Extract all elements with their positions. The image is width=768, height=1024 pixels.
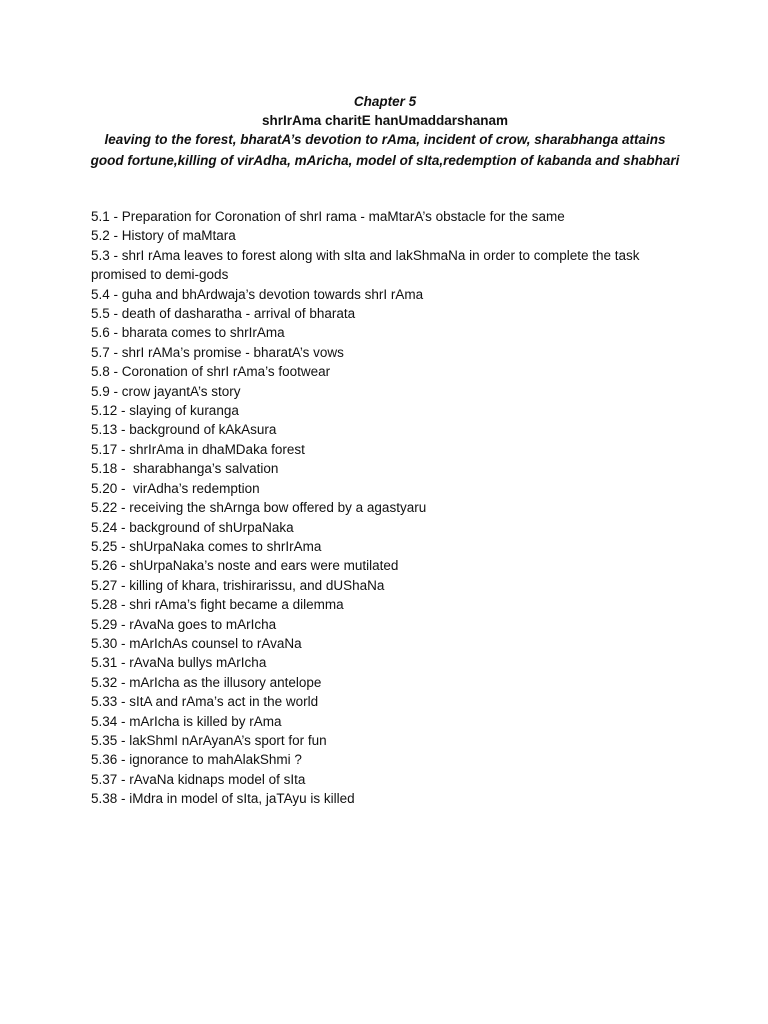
section-item: 5.8 - Coronation of shrI rAma’s footwear: [91, 364, 331, 380]
section-item: 5.12 - slaying of kuranga: [91, 403, 239, 419]
section-item: 5.37 - rAvaNa kidnaps model of sIta: [91, 771, 306, 787]
section-item: 5.33 - sItA and rAma’s act in the world: [91, 694, 319, 710]
section-item: 5.7 - shrI rAMa’s promise - bharatA’s vows: [91, 344, 344, 360]
chapter-summary: leaving to the forest, bharatA’s devotion to rAma, incident of crow, sharabhanga attains good fortune,killing of virAdha, mAricha, model of sIta,redemption of kabanda and shabhari: [90, 132, 680, 168]
section-item: 5.9 - crow jayantA’s story: [91, 383, 241, 399]
section-item: 5.20 - virAdha’s redemption: [91, 480, 260, 496]
section-item: 5.26 - shUrpaNaka’s noste and ears were mutilated: [91, 558, 399, 574]
section-item: 5.36 - ignorance to mahAlakShmi ?: [91, 752, 302, 768]
section-item: 5.17 - shrIrAma in dhaMDaka forest: [91, 441, 305, 457]
section-item: 5.3 - shrI rAma leaves to forest along with sIta and lakShmaNa in order to complete the task promised to demi-gods: [91, 247, 644, 283]
section-item: 5.1 - Preparation for Coronation of shrI rama - maMtarA’s obstacle for the same: [91, 209, 565, 224]
chapter-title: Chapter 5: [353, 94, 417, 109]
section-item: 5.2 - History of maMtara: [91, 228, 236, 244]
section-item: 5.29 - rAvaNa goes to mArIcha: [91, 616, 277, 632]
section-item: 5.32 - mArIcha as the illusory antelope: [91, 674, 322, 690]
section-item: 5.34 - mArIcha is killed by rAma: [91, 713, 282, 729]
section-item: 5.4 - guha and bhArdwaja’s devotion towards shrI rAma: [91, 286, 424, 302]
section-item: 5.31 - rAvaNa bullys mArIcha: [91, 655, 267, 671]
section-item: 5.30 - mArIchAs counsel to rAvaNa: [91, 635, 302, 651]
section-item: 5.38 - iMdra in model of sIta, jaTAyu is killed: [91, 791, 355, 807]
section-item: 5.35 - lakShmI nArAyanA’s sport for fun: [91, 732, 327, 748]
section-item: 5.13 - background of kAkAsura: [91, 422, 277, 438]
section-item: 5.5 - death of dasharatha - arrival of bharata: [91, 306, 356, 322]
section-item: 5.25 - shUrpaNaka comes to shrIrAma: [91, 538, 322, 554]
section-item: 5.18 - sharabhanga’s salvation: [91, 461, 279, 477]
section-item: 5.22 - receiving the shArnga bow offered by a agastyaru: [91, 500, 427, 516]
section-item: 5.28 - shri rAma’s fight became a dilemma: [91, 597, 344, 613]
chapter-header: [90, 92, 680, 171]
section-item: 5.24 - background of shUrpaNaka: [91, 519, 294, 535]
section-item: 5.6 - bharata comes to shrIrAma: [91, 325, 285, 341]
chapter-subtitle: shrIrAma charitE hanUmaddarshanam: [261, 113, 509, 128]
section-item: 5.27 - killing of khara, trishirarissu, and dUShaNa: [91, 577, 385, 593]
section-list: [91, 207, 671, 809]
